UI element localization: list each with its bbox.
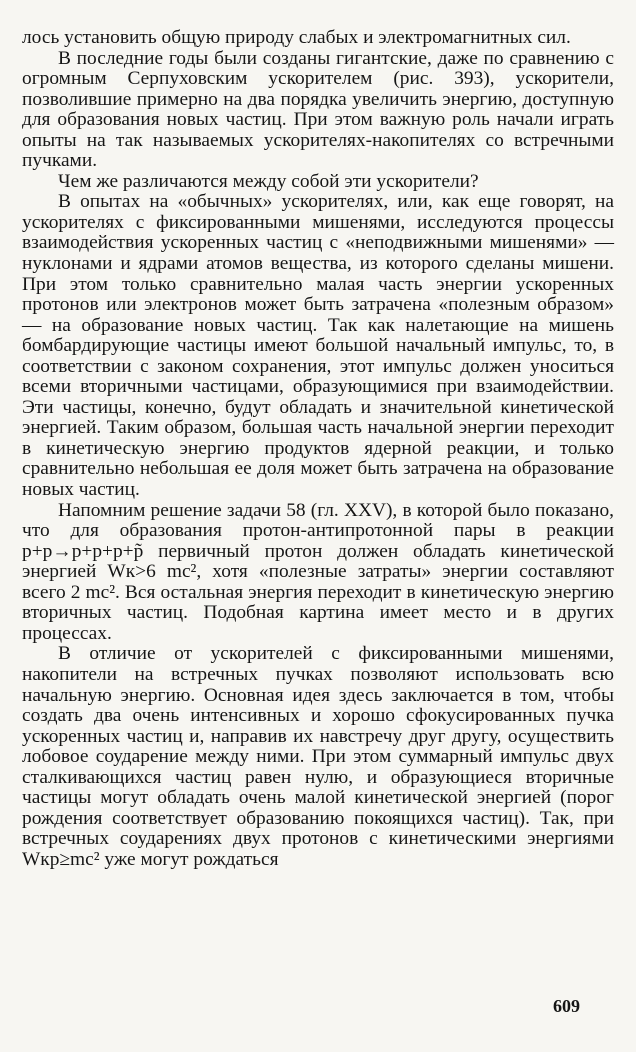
- paragraph-1: лось установить общую природу слабых и электромагнитных сил.: [22, 27, 571, 48]
- page-number: 609: [553, 996, 580, 1016]
- paragraph-6: В отличие от ускорителей с фиксированными мишенями, накопители на встречных пучках позволяют использовать всю начальную энергию. Основная идея здесь заключается в том, чтобы создать два очень интенсивных и хорошо сфокусированных пучка ускоренных частиц и, направив их навстречу друг другу, осуществить лобовое соударение между ними. При этом суммарный импульс двух сталкивающихся частиц равен нулю, и образующиеся вторичные частицы могут обладать очень малой кинетической энергией (порог рождения соответствует образованию покоящихся частиц). Так, при встречных соударениях двух протонов с кинетическими энергиями Wкр≥mc² уже могут рождаться: [22, 643, 614, 870]
- paragraph-2: В последние годы были созданы гигантские, даже по сравнению с огромным Серпуховским ускорителем (рис. 393), ускорители, позволившие примерно на два порядка увеличить энергию, доступную для образования новых частиц. При этом важную роль начали играть опыты на так называемых ускорителях-накопителях со встречными пучками.: [22, 47, 614, 172]
- paragraph-4: В опытах на «обычных» ускорителях, или, как еще говорят, на ускорителях с фиксированными мишенями, исследуются процессы взаимодействия ускоренных частиц с «неподвижными мишенями» — нуклонами и ядрами атомов вещества, из которого сделаны мишени. При этом только сравнительно малая часть энергии ускоренных протонов или электронов может быть затрачена «полезным образом» — на образование новых частиц. Так как налетающие на мишень бомбардирующие частицы имеют большой начальный импульс, то, в соответствии с законом сохранения, этот импульс должен уноситься всеми вторичными частицами, образующимися при взаимодействии. Эти частицы, конечно, будут обладать и значительной кинетической энергией. Таким образом, большая часть начальной энергии переходит в кинетическую энергию продуктов ядерной реакции, и только сравнительно небольшая ее доля может быть затрачена на образование новых частиц.: [22, 191, 614, 501]
- paragraph-3: Чем же различаются между собой эти ускорители?: [58, 170, 479, 192]
- paragraph-5: Напомним решение задачи 58 (гл. XXV), в которой было показано, что для образования протон-антипротонной пары в реакции p+p→p+p+p+p̃ первичный протон должен обладать кинетической энергией Wк>6 mc², хотя «полезные затраты» энергии составляют всего 2 mc². Вся остальная энергия переходит в кинетическую энергию вторичных частиц. Подобная картина имеет место и в других процессах.: [22, 499, 614, 644]
- page-body: [22, 28, 614, 870]
